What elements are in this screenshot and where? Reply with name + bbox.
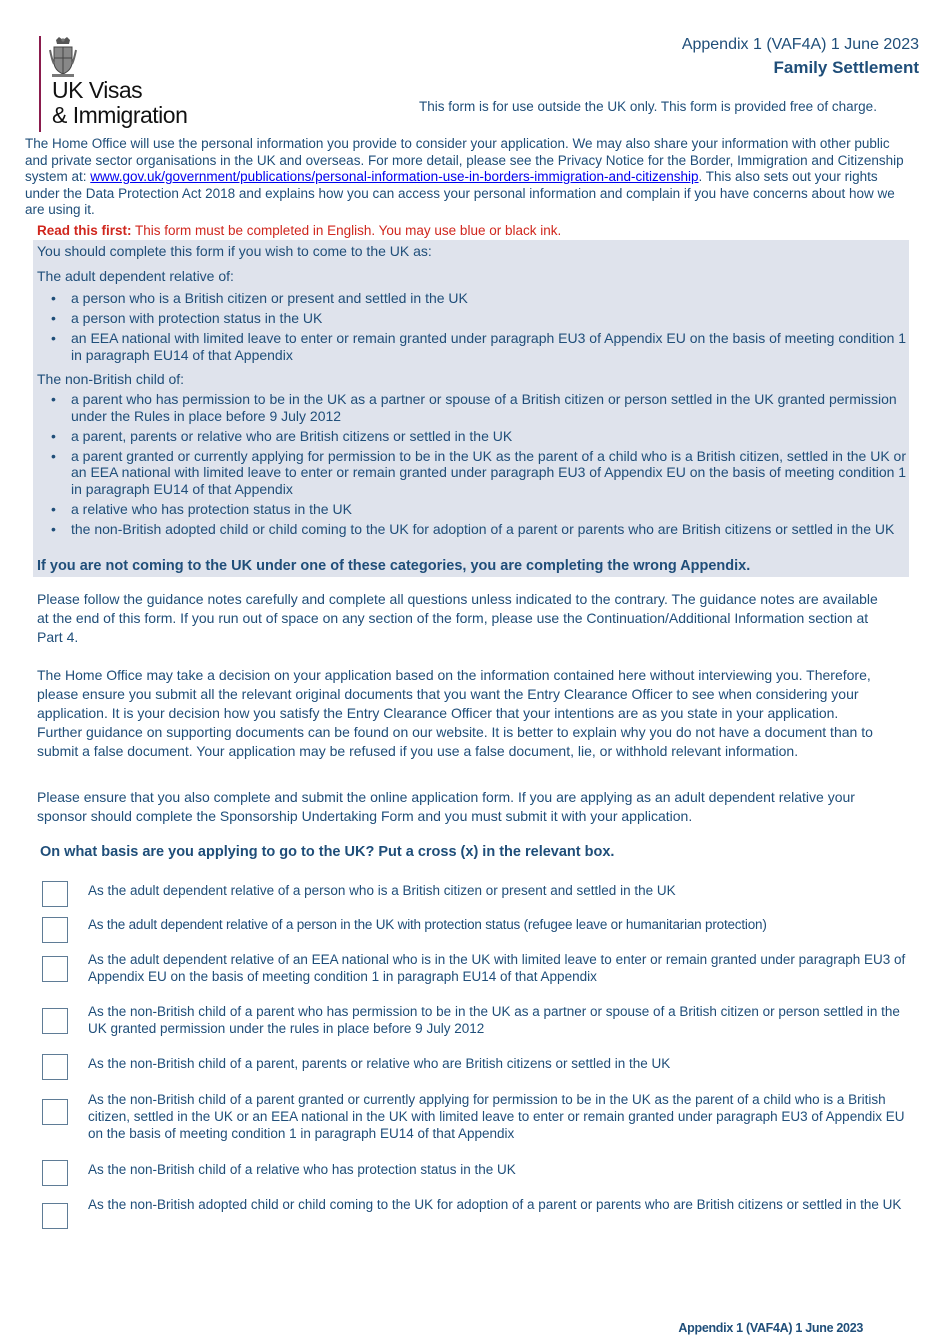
royal-crest-icon <box>48 36 78 78</box>
option-label: As the non-British child of a parent, parents or relative who are British citizens or settled in the UK <box>88 1056 671 1071</box>
option-label: As the adult dependent relative of a person who is a British citizen or present and settled in the UK <box>88 883 676 898</box>
read-first-text: This form must be completed in English. You may use blue or black ink. <box>131 223 562 238</box>
guidance-paragraph-3: Please ensure that you also complete and submit the online application form. If you are applying as an adult dependent relative your sponsor should complete the Sponsorship Undertaking Form and you must submit it with your application. <box>37 789 855 824</box>
logo-line-1: UK Visas <box>52 77 143 103</box>
option-checkbox[interactable] <box>42 1008 68 1034</box>
usage-note: This form is for use outside the UK only. This form is provided free of charge. <box>419 99 877 114</box>
option-label: As the non-British child of a parent who has permission to be in the UK as a partner or spouse of a British citizen or person settled in the UK granted permission under the rules in place before 9 July 2012 <box>88 1004 900 1036</box>
privacy-notice-link[interactable]: www.gov.uk/government/publications/personal-information-use-in-borders-immigration-and-citizenship <box>90 169 699 184</box>
list-item: • a relative who has protection status in the UK <box>37 501 909 518</box>
guidance-paragraph-1: Please follow the guidance notes carefully and complete all questions unless indicated to the contrary. The guidance notes are available at the end of this form. If you run out of space on any section of the form, please use the Continuation/Additional Information section at Part 4. <box>37 591 878 645</box>
eligibility-intro: You should complete this form if you wish to come to the UK as: <box>37 243 432 259</box>
option-checkbox[interactable] <box>42 1054 68 1080</box>
privacy-text-1: The Home Office will use the personal information you provide to consider your application. We may also share your information with other public and private sector organisations in the UK and overseas. For more detail, please see the Privacy Notice for the Border, Immigration and Citizenship system at: <box>25 136 904 184</box>
option-label: As the non-British child of a relative who has protection status in the UK <box>88 1162 516 1177</box>
child-heading: The non-British child of: <box>37 371 185 387</box>
basis-question: On what basis are you applying to go to the UK? Put a cross (x) in the relevant box. <box>40 844 615 860</box>
read-first-notice <box>37 223 561 238</box>
option-checkbox[interactable] <box>42 881 68 907</box>
list-item: • a parent who has permission to be in the UK as a partner or spouse of a British citizen or person settled in the UK granted permission under the Rules in place before 9 July 2012 <box>37 391 909 424</box>
guidance-paragraph-2: The Home Office may take a decision on your application based on the information contained here without interviewing you. Therefore, please ensure you submit all the relevant original documents that you want the Entry Clearance Officer to see when considering your application. It is your decision how you satisfy the Entry Clearance Officer that your intentions are as you state in your application. Further guidance on supporting documents can be found on our website. It is better to explain why you do not have a document than to submit a false document. Your application may be refused if you use a false document, lie, or withhold relevant information. <box>37 667 873 759</box>
option-label: As the non-British adopted child or child coming to the UK for adoption of a parent or parents who are British citizens or settled in the UK <box>88 1197 902 1212</box>
list-item: • an EEA national with limited leave to enter or remain granted under paragraph EU3 of Appendix EU on the basis of meeting condition 1 in paragraph EU14 of that Appendix <box>37 330 907 363</box>
form-title: Appendix 1 (VAF4A) 1 June 2023 <box>681 36 919 53</box>
option-checkbox[interactable] <box>42 917 68 943</box>
option-checkbox[interactable] <box>42 1160 68 1186</box>
list-item: • the non-British adopted child or child coming to the UK for adoption of a parent or parents who are British citizens or settled in the UK <box>37 521 909 538</box>
logo-divider <box>39 36 41 132</box>
option-checkbox[interactable] <box>42 1099 68 1125</box>
option-checkbox[interactable] <box>42 1203 68 1229</box>
adult-list <box>37 290 907 367</box>
form-subtitle: Family Settlement <box>773 58 919 77</box>
list-item: • a person who is a British citizen or present and settled in the UK <box>37 290 907 307</box>
child-list <box>37 391 909 541</box>
list-item: • a parent, parents or relative who are British citizens or settled in the UK <box>37 428 909 445</box>
privacy-text-2: . This also sets out your rights under the Data Protection Act 2018 and explains how you can access your personal information and complain if you have concerns about how we are using it. <box>25 169 895 217</box>
option-checkbox[interactable] <box>42 956 68 982</box>
option-label: As the non-British child of a parent granted or currently applying for permission to be in the UK as the parent of a child who is a British citizen, settled in the UK or an EEA national in the UK with limited leave to enter or remain granted under paragraph EU3 of Appendix EU on the basis of meeting condition 1 in paragraph EU14 of that Appendix <box>88 1092 905 1141</box>
list-item: • a parent granted or currently applying for permission to be in the UK as the parent of a child who is a British citizen, settled in the UK or an EEA national with limited leave to enter or remain granted under paragraph EU3 of Appendix EU on the basis of meeting condition 1 in paragraph EU14 of that Appendix <box>37 448 909 498</box>
adult-heading: The adult dependent relative of: <box>37 268 234 284</box>
wrong-appendix-warning: If you are not coming to the UK under one of these categories, you are completing the wrong Appendix. <box>37 558 751 574</box>
logo-wordmark <box>52 78 187 128</box>
option-label: As the adult dependent relative of an EEA national who is in the UK with limited leave to enter or remain granted under paragraph EU3 of Appendix EU on the basis of meeting condition 1 in paragraph EU14 of that Appendix <box>88 952 906 984</box>
option-label: As the adult dependent relative of a person in the UK with protection status (refugee leave or humanitarian protection) <box>88 917 767 932</box>
read-first-label: Read this first: <box>37 223 132 238</box>
list-item: • a person with protection status in the UK <box>37 310 907 327</box>
logo-line-2: & Immigration <box>52 102 188 128</box>
privacy-statement <box>25 136 915 219</box>
page-footer: Appendix 1 (VAF4A) 1 June 2023 <box>678 1321 863 1335</box>
